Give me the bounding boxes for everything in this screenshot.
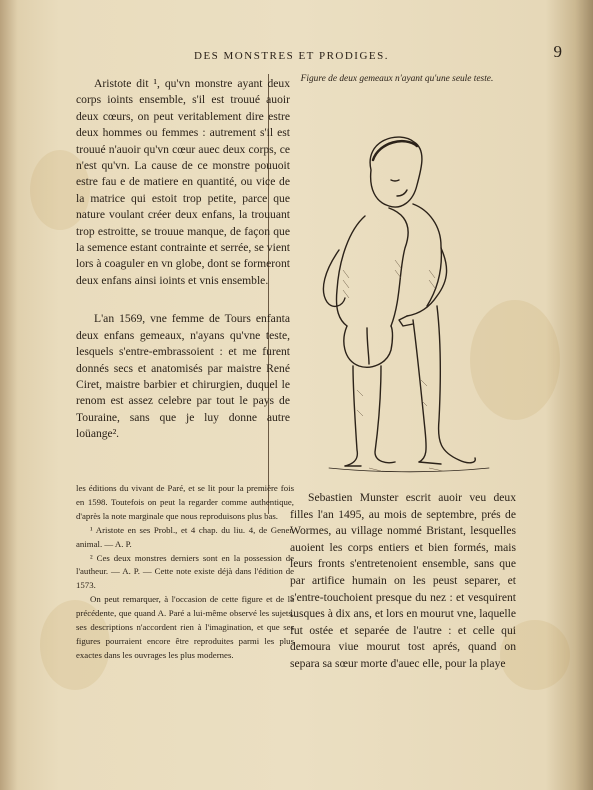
footnotes <box>76 482 294 663</box>
front-foot-1 <box>419 462 441 464</box>
cleft <box>367 328 369 364</box>
footnote-1: ¹ Aristote en ses Probl., et 4 chap. du liu. 4, de Gener. animal. — A. P. <box>76 524 294 549</box>
paragraph-aristote: Aristote dit ¹, qu'vn monstre ayant deux corps ioints ensemble, s'il est trouué auoir deux cœurs, on peut veritablement dire estre deux hommes ou femmes : autrement s'il est trouué n'auoir qu'vn cœur auec deux corps, ce n'est qu'vn. La cause de ce monstre pouuoit estre fau e de matiere en quantité, ou vice de la matrice qui estoit trop petite, parce que nature voulant créer deux enfans, la trouuant trop estroitte, se trouue manque, de façon que la semence estant contrainte et serrée, se vient lors à coaguler en vn globe, dont se formeront deux enfans ainsi ioints et vnis ensemble. <box>76 77 290 287</box>
conjoined-twins-illustration <box>309 130 499 475</box>
left-column <box>76 76 290 453</box>
paragraph-munster: Sebastien Munster escrit auoir veu deux filles l'an 1495, au mois de septembre, prés de Wormes, au village nommé Bristant, lesquelles auoient les corps entiers et bien formés, mais leurs fronts s'entretenoient ensemble, sans que par artifice humain on les peust separer, et s'entre-touchoient presque du nez : et vesquirent iusques à dix ans, et lors en mourut vne, laquelle fut ostée et separée de l'autre : et celle qui demoura viue mourut tost aprés, quand on separa sa sœur morte d'auec elle, pour la playe <box>290 491 516 670</box>
footnote-continuation: les éditions du vivant de Paré, et se lit pour la première fois en 1598. Toutefois on peut la regarder comme authentique, d'après la note marginale que nous reproduisons plus bas. <box>76 483 294 521</box>
back-torso-right <box>389 208 408 326</box>
back-torso-left <box>336 216 365 326</box>
footnote-2: ² Ces deux monstres derniers sont en la possession de l'autheur. — A. P. — Cette note existe déjà dans l'édition de 1573. <box>76 552 294 591</box>
back-leg-1 <box>345 366 357 466</box>
footnote-remark: On peut remarquer, à l'occasion de cette figure et de la précédente, que quand A. Paré a lui-même observé les sujets, ses descriptions n'accordent rien à l'imagination, et que ses figures pourraient encore être reproduites parmi les plus exactes dans les ouvrages les plus modernes. <box>76 594 294 660</box>
front-leg-1 <box>413 320 426 462</box>
running-head: DES MONSTRES ET PRODIGES. <box>194 50 389 62</box>
paragraph-tours: L'an 1569, vne femme de Tours enfanta deux enfans gemeaux, n'ayans qu'vne teste, lesquels s'entre-embrassoient : et me furent donnés secs et anatomisés par maistre René Ciret, maistre barbier et chirurgien, duquel le renom est assez celebre par tout le pays de Touraine, sans que je luy donne autre loüange². <box>76 312 290 441</box>
figure-caption: Figure de deux gemeaux n'ayant qu'une seule teste. <box>300 74 494 84</box>
book-page <box>24 12 572 790</box>
back-leg-2 <box>375 366 395 463</box>
hair <box>373 141 417 160</box>
mouth <box>397 190 407 196</box>
front-leg-2 <box>437 306 475 463</box>
right-column <box>290 490 516 673</box>
ground-line <box>329 468 489 472</box>
page-number: 9 <box>553 42 562 61</box>
front-hand <box>399 316 413 326</box>
head-outline <box>370 137 422 207</box>
eye <box>391 180 399 181</box>
front-torso <box>413 204 441 306</box>
